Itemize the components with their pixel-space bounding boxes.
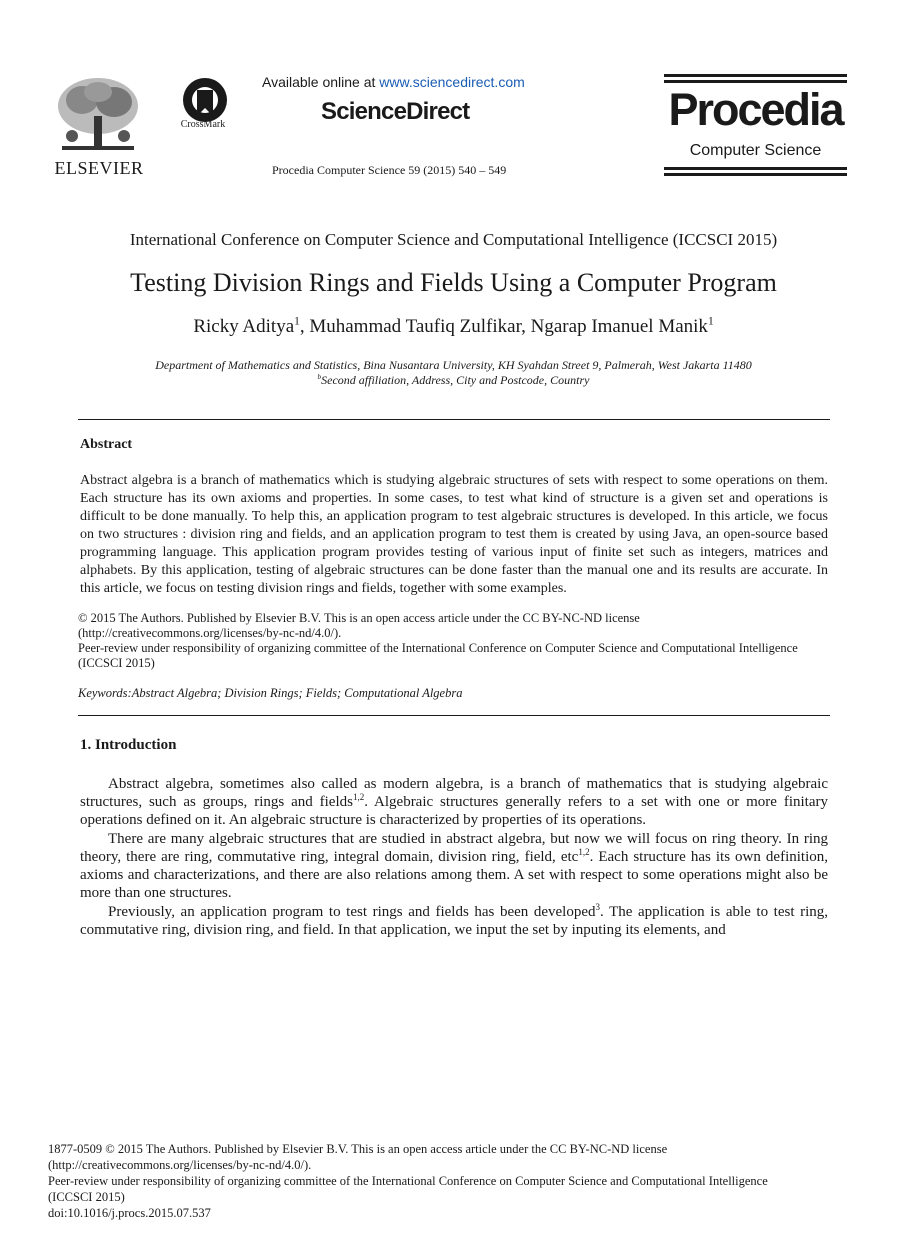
sciencedirect-brand: ScienceDirect: [321, 98, 470, 125]
procedia-subtitle: Computer Science: [689, 142, 822, 159]
conference-name: International Conference on Computer Science and Computational Intelligence (ICCSCI 2015): [129, 230, 778, 249]
paragraph-text: . Each structure has its own definition, axioms and characterizations, and there are also relations among them. A set with respect to some operations might also be more than one structures.: [80, 849, 828, 901]
procedia-title: Procedia: [668, 84, 843, 135]
available-prefix: Available online at: [262, 74, 380, 90]
sciencedirect-link[interactable]: www.sciencedirect.com: [379, 74, 525, 90]
citation-mark[interactable]: 1,2: [352, 792, 365, 802]
citation-mark[interactable]: 3: [595, 902, 601, 912]
keywords: Keywords:Abstract Algebra; Division Rings; Fields; Computational Algebra: [78, 686, 463, 700]
page-footer: [48, 1141, 808, 1221]
divider-bottom: [78, 715, 830, 716]
author-separator: ,: [521, 316, 531, 337]
copyright-notice: [78, 611, 830, 671]
author-affiliation-mark: 1: [707, 315, 714, 328]
available-online-line: [262, 74, 525, 90]
intro-paragraph-1: [80, 775, 828, 829]
paragraph-text: Previously, an application program to test rings and fields has been developed: [108, 904, 596, 920]
author-name: Ngarap Imanuel Manik: [530, 316, 708, 337]
intro-paragraph-3: [80, 903, 828, 939]
section-heading: 1. Introduction: [80, 737, 177, 753]
footer-doi[interactable]: doi:10.1016/j.procs.2015.07.537: [48, 1206, 211, 1220]
abstract-text: Abstract algebra is a branch of mathematics which is studying algebraic structures of sets with respect to some operations on them. Each structure has its own axioms and properties. In some cases, to test what kind of structure is a given set and operations is difficult to be done manually. To help this, an application program to test algebraic structures is developed. In this article, we focus on two structures : division ring and fields, and an application program to test them is created by using Java, an open-source based programming language. This application program provides testing of various input of finite set such as integers, matrices and alphabets. By this application, testing of algebraic structures can be done faster than the manual one and its results are accurate. In this article, we focus on testing division rings and fields, together with some examples.: [80, 473, 828, 596]
crossmark-label: CrossMark: [180, 119, 226, 130]
paragraph-text: There are many algebraic structures that are studied in abstract algebra, but now we will focus on ring theory. In ring theory, there are ring, commutative ring, integral domain, division ring, field, etc: [80, 831, 828, 865]
author-name: Muhammad Taufiq Zulfikar: [309, 316, 522, 337]
intro-paragraph-2: [80, 830, 828, 902]
citation-mark[interactable]: 1,2: [578, 847, 590, 857]
affiliation-2-text: Second affiliation, Address, City and Postcode, Country: [321, 373, 590, 387]
paper-title: Testing Division Rings and Fields Using a Computer Program: [130, 268, 777, 297]
journal-citation: Procedia Computer Science 59 (2015) 540 – 549: [272, 163, 507, 177]
author-name: Ricky Aditya: [193, 316, 295, 337]
footer-peer-review: Peer-review under responsibility of organizing committee of the International Conference on Computer Science and Computational Intelligence (ICCSCI 2015): [48, 1174, 768, 1204]
abstract-heading: Abstract: [80, 437, 133, 452]
paragraph-text: . The application is able to test ring, commutative ring, division ring, and field. In that application, we input the set by inputing its elements, and: [80, 904, 829, 938]
footer-issn-line: 1877-0509 © 2015 The Authors. Published by Elsevier B.V. This is an open access article under the CC BY-NC-ND license: [48, 1142, 668, 1156]
license-link[interactable]: (http://creativecommons.org/licenses/by-nc-nd/4.0/).: [78, 626, 342, 640]
elsevier-wordmark: ELSEVIER: [54, 158, 144, 178]
paragraph-text: Abstract algebra, sometimes also called as modern algebra, is a branch of mathematics that is studying algebraic structures, such as groups, rings and fields: [80, 776, 828, 810]
affiliation-2-mark: b: [317, 373, 322, 381]
copyright-line: © 2015 The Authors. Published by Elsevier B.V. This is an open access article under the CC BY-NC-ND license: [78, 611, 640, 625]
author-separator: ,: [299, 316, 310, 337]
footer-license-link[interactable]: (http://creativecommons.org/licenses/by-nc-nd/4.0/).: [48, 1158, 312, 1172]
affiliation-1: Department of Mathematics and Statistics, Bina Nusantara University, KH Syahdan Street 9, Palmerah, West Jakarta 11480: [155, 358, 752, 372]
divider-top: [78, 419, 830, 420]
affiliation-2: [0, 373, 907, 388]
elsevier-tree-logo: [52, 76, 144, 156]
peer-review-note: Peer-review under responsibility of organizing committee of the International Conference on Computer Science and Computational Intelligence (ICCSCI 2015): [78, 641, 798, 670]
author-affiliation-mark: 1: [294, 315, 300, 328]
paragraph-text: . Algebraic structures generally refers to a set with one or more finitary operations defined on it. An algebraic structure is characterized by properties of its operations.: [80, 794, 828, 828]
author-list: [0, 316, 907, 338]
